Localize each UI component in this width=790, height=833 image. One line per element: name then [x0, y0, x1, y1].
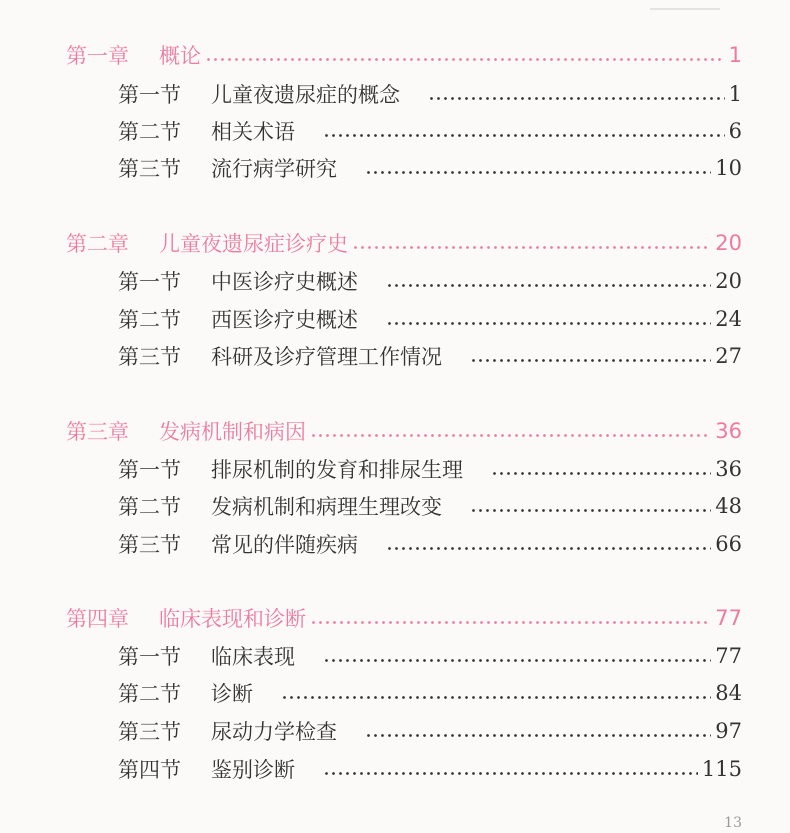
toc-section[interactable] — [118, 77, 742, 111]
chapter-title: 概论 — [159, 44, 201, 68]
toc-section[interactable] — [118, 339, 742, 373]
section-page-number: 10 — [715, 156, 742, 180]
leader-dots — [281, 696, 711, 699]
section-page-number: 77 — [715, 644, 742, 668]
toc-chapter-4[interactable] — [66, 601, 742, 635]
leader-dots — [310, 434, 711, 437]
leader-dots — [386, 322, 711, 325]
leader-dots — [323, 134, 725, 137]
toc-chapter-3[interactable] — [66, 414, 742, 448]
section-title: 发病机制和病理生理改变 — [211, 495, 442, 519]
section-label: 第三节 — [118, 533, 181, 557]
leader-dots — [310, 621, 711, 624]
chapter-page-number: 77 — [715, 606, 742, 630]
toc-section[interactable] — [118, 489, 742, 523]
leader-dots — [470, 509, 711, 512]
toc-section[interactable] — [118, 527, 742, 561]
leader-dots — [352, 246, 711, 249]
toc-section[interactable] — [118, 264, 742, 298]
section-page-number: 20 — [715, 269, 742, 293]
leader-dots — [491, 472, 711, 475]
section-label: 第二节 — [118, 495, 181, 519]
section-page-number: 84 — [715, 681, 742, 705]
section-page-number: 6 — [728, 119, 742, 143]
toc-section[interactable] — [118, 302, 742, 336]
section-title: 常见的伴随疾病 — [211, 533, 358, 557]
chapter-label: 第四章 — [66, 607, 129, 631]
leader-dots — [323, 659, 711, 662]
leader-dots — [470, 359, 711, 362]
chapter-page-number: 20 — [715, 231, 742, 255]
section-title: 相关术语 — [211, 120, 295, 144]
chapter-title: 发病机制和病因 — [159, 420, 306, 444]
section-title: 临床表现 — [211, 645, 295, 669]
toc-section[interactable] — [118, 452, 742, 486]
toc-chapter-2[interactable] — [66, 226, 742, 260]
section-page-number: 24 — [715, 307, 742, 331]
section-label: 第一节 — [118, 645, 181, 669]
section-label: 第一节 — [118, 458, 181, 482]
section-label: 第三节 — [118, 345, 181, 369]
chapter-page-number: 36 — [715, 419, 742, 443]
section-label: 第二节 — [118, 120, 181, 144]
section-label: 第三节 — [118, 720, 181, 744]
section-label: 第二节 — [118, 308, 181, 332]
section-label: 第三节 — [118, 157, 181, 181]
leader-dots — [323, 772, 698, 775]
section-title: 尿动力学检查 — [211, 720, 337, 744]
chapter-label: 第二章 — [66, 232, 129, 256]
section-page-number: 115 — [701, 757, 742, 781]
section-label: 第一节 — [118, 270, 181, 294]
page-folio: 13 — [724, 815, 742, 831]
section-label: 第一节 — [118, 83, 181, 107]
section-title: 中医诊疗史概述 — [211, 270, 358, 294]
section-title: 诊断 — [211, 682, 253, 706]
section-title: 儿童夜遗尿症的概念 — [211, 83, 400, 107]
section-title: 科研及诊疗管理工作情况 — [211, 345, 442, 369]
section-title: 鉴别诊断 — [211, 758, 295, 782]
chapter-title: 临床表现和诊断 — [159, 607, 306, 631]
leader-dots — [428, 97, 725, 100]
leader-dots — [386, 547, 711, 550]
section-label: 第二节 — [118, 682, 181, 706]
section-page-number: 97 — [715, 719, 742, 743]
toc-chapter-1[interactable] — [66, 38, 742, 72]
toc-section[interactable] — [118, 752, 742, 786]
leader-dots — [365, 171, 711, 174]
chapter-label: 第三章 — [66, 420, 129, 444]
chapter-label: 第一章 — [66, 44, 129, 68]
leader-dots — [205, 58, 725, 61]
section-page-number: 48 — [715, 494, 742, 518]
section-label: 第四节 — [118, 758, 181, 782]
section-title: 西医诊疗史概述 — [211, 308, 358, 332]
section-title: 流行病学研究 — [211, 157, 337, 181]
leader-dots — [386, 284, 711, 287]
section-page-number: 36 — [715, 457, 742, 481]
section-page-number: 66 — [715, 532, 742, 556]
toc-section[interactable] — [118, 114, 742, 148]
toc-section[interactable] — [118, 639, 742, 673]
toc-section[interactable] — [118, 714, 742, 748]
section-title: 排尿机制的发育和排尿生理 — [211, 458, 463, 482]
chapter-page-number: 1 — [728, 43, 742, 67]
scan-mark — [650, 8, 720, 16]
chapter-title: 儿童夜遗尿症诊疗史 — [159, 232, 348, 256]
toc-section[interactable] — [118, 151, 742, 185]
leader-dots — [365, 734, 711, 737]
section-page-number: 27 — [715, 344, 742, 368]
toc-section[interactable] — [118, 676, 742, 710]
section-page-number: 1 — [728, 82, 742, 106]
